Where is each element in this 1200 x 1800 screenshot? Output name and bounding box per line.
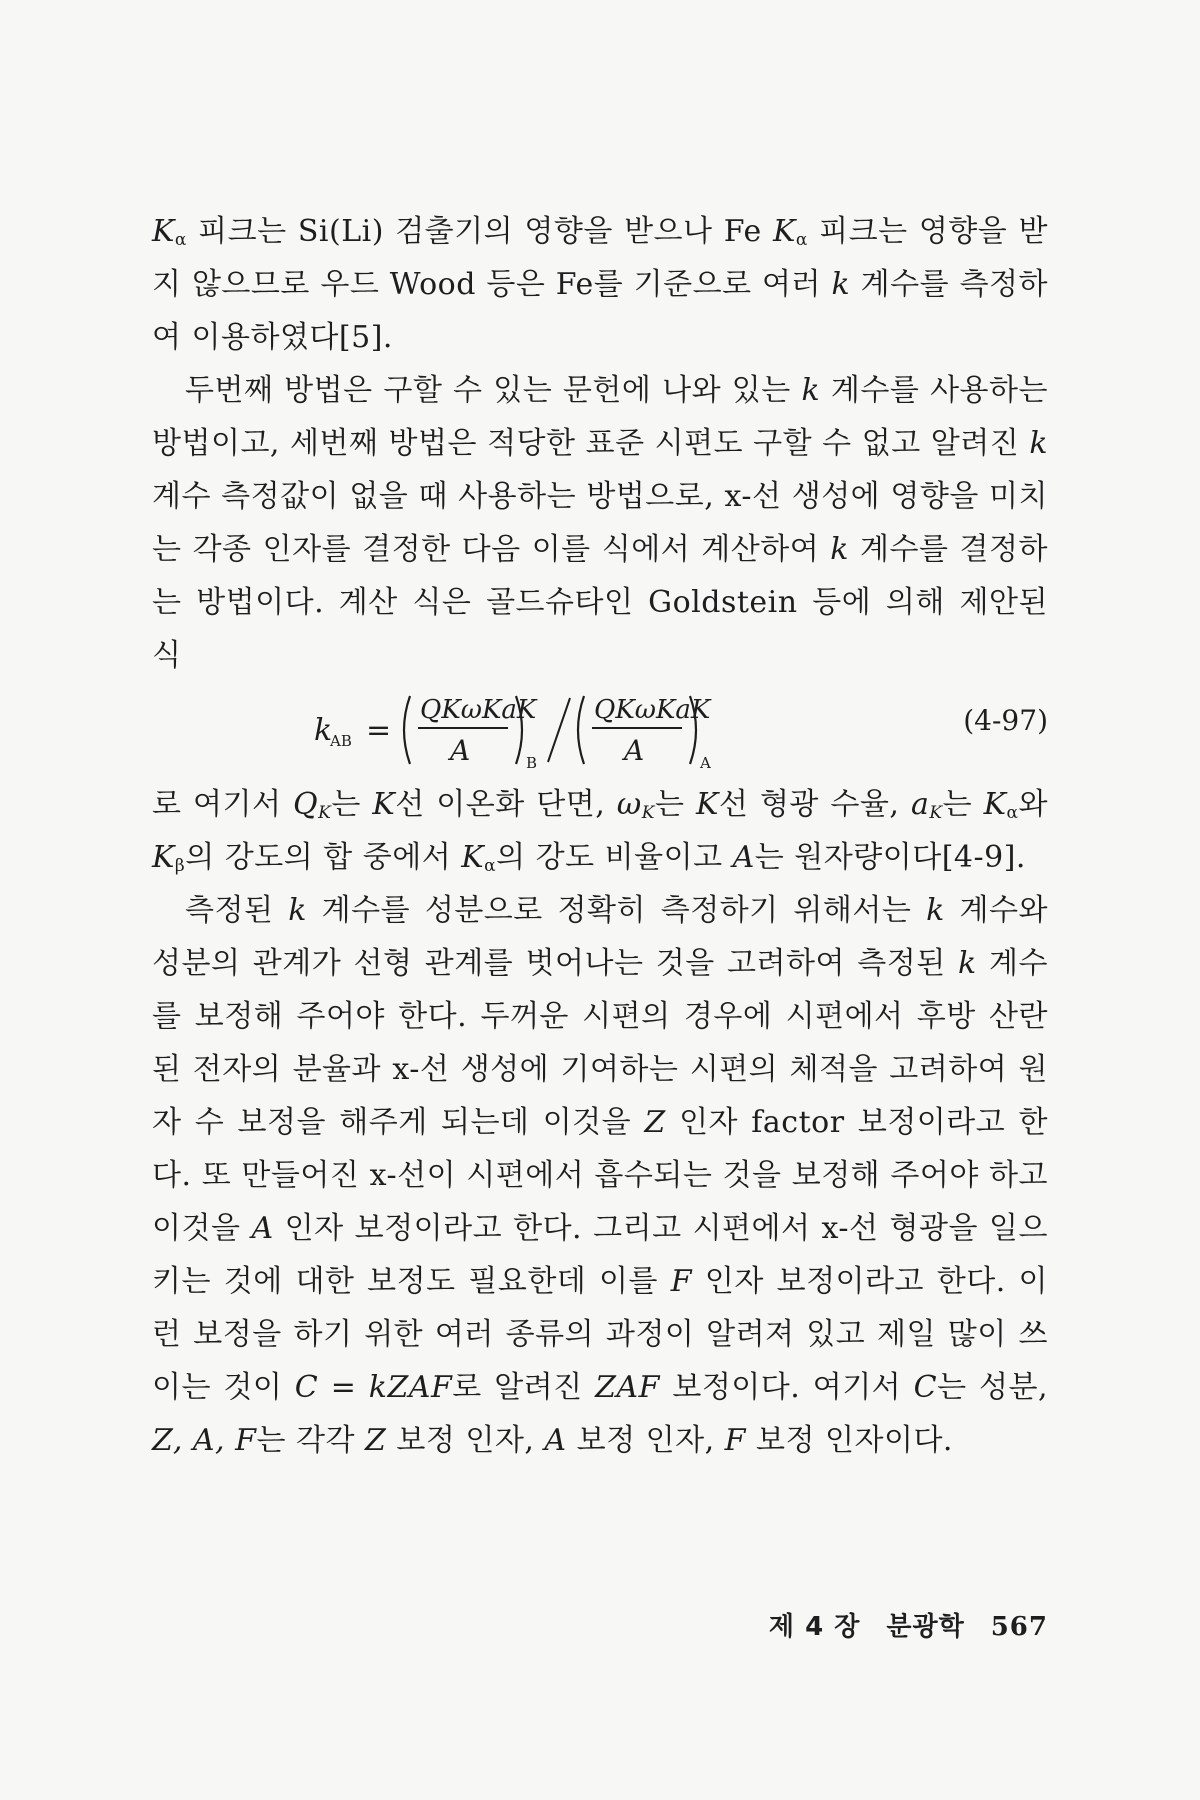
text-run: 계수를 사용하는 방법이고, 세번째 방법은 적당한 표준 시편도 구할 수 없고 알려진 bbox=[152, 373, 1059, 461]
text-run: 계수와 성분의 관계가 선형 관계를 벗어나는 것을 고려하여 측정된 bbox=[152, 893, 1059, 981]
math-symbol: k bbox=[801, 373, 821, 408]
text-run: 의 강도의 합 중에서 bbox=[185, 840, 462, 875]
subscript: β bbox=[174, 856, 186, 876]
subscript: α bbox=[795, 230, 808, 250]
text-run: 보정 인자이다. bbox=[745, 1423, 953, 1458]
text-run: = bbox=[318, 1370, 369, 1405]
text-run: 피크는 영향을 받지 않으므로 우드 Wood 등은 Fe를 기준으로 여러 bbox=[152, 214, 1048, 302]
text-run: 는 bbox=[942, 787, 984, 822]
text-run: 는 성분, bbox=[937, 1370, 1059, 1405]
equation-formula bbox=[152, 682, 932, 778]
subscript: K bbox=[929, 803, 943, 823]
text-run: 보정 인자, bbox=[566, 1423, 725, 1458]
math-symbol: C bbox=[294, 1370, 319, 1405]
math-symbol: F bbox=[724, 1423, 746, 1458]
math-symbol: k bbox=[831, 267, 851, 302]
running-footer bbox=[769, 1606, 1048, 1643]
paragraph bbox=[152, 884, 1059, 1467]
footer-chapter: 제 4 장 bbox=[768, 1612, 861, 1642]
subscript: K bbox=[641, 803, 655, 823]
text-run: 인자 보정이라고 한다. 이런 보정을 하기 위한 여러 종류의 과정이 알려져 있고 제일 많이 쓰이는 것이 bbox=[152, 1264, 1048, 1405]
subscript: α bbox=[484, 856, 497, 876]
text-run: 선 형광 수율, bbox=[718, 787, 911, 822]
equation-lhs-subscript: AB bbox=[330, 732, 352, 750]
math-symbol: F bbox=[670, 1264, 693, 1299]
fraction-numerator-right: QKωKaK bbox=[594, 695, 711, 725]
text-run: 계수를 결정하는 방법이다. 계산 식은 골드슈타인 Goldstein 등에 의해 제안된 식 bbox=[152, 532, 1059, 673]
paren-left-1 bbox=[404, 696, 410, 764]
text-run: 의 강도 비율이고 bbox=[496, 840, 733, 875]
paragraph bbox=[152, 364, 1059, 682]
equation-lhs: k bbox=[314, 713, 333, 748]
paragraph bbox=[152, 205, 1048, 364]
math-symbol: A bbox=[732, 840, 755, 875]
body-text-bottom bbox=[152, 778, 1059, 1467]
math-symbol: a bbox=[910, 787, 930, 822]
text-run: 선 이온화 단면, bbox=[395, 787, 617, 822]
text-run: 계수 측정값이 없을 때 사용하는 방법으로, x-선 생성에 영향을 미치는 각종 인자를 결정한 다음 이를 식에서 계산하여 bbox=[152, 426, 1059, 567]
text-run: 계수를 측정하여 이용하였다[5]. bbox=[152, 267, 1049, 355]
math-symbol: Q bbox=[293, 787, 319, 822]
math-symbol: k bbox=[926, 893, 945, 928]
fraction-denominator-right: A bbox=[624, 734, 645, 767]
subscript-a: A bbox=[700, 754, 711, 772]
equation-number: (4-97) bbox=[963, 704, 1048, 737]
fraction-denominator-left: A bbox=[450, 734, 471, 767]
text-run: 보정이다. 여기서 bbox=[659, 1370, 914, 1405]
fraction-numerator-left: QKωKaK bbox=[420, 695, 537, 725]
text-run: 측정된 bbox=[185, 893, 289, 928]
subscript: α bbox=[1006, 803, 1019, 823]
text-run: 계수를 보정해 주어야 한다. 두꺼운 시편의 경우에 시편에서 후방 산란된 전자의 분율과 x-선 생성에 기여하는 시편의 체적을 고려하여 원자 수 보정을 해주게 되는데 이것을 bbox=[152, 946, 1048, 1140]
text-run: 는 bbox=[331, 787, 373, 822]
subscript-b: B bbox=[526, 754, 538, 772]
math-symbol: K bbox=[152, 214, 175, 249]
math-symbol: A bbox=[544, 1423, 567, 1458]
math-symbol: k bbox=[830, 532, 849, 567]
text-run: 는 원자량이다[4-9]. bbox=[754, 840, 1026, 875]
math-symbol: A bbox=[251, 1211, 274, 1246]
text-run: 보정 인자, bbox=[386, 1423, 545, 1458]
text-run: 계수를 성분으로 정확히 측정하기 위해서는 bbox=[306, 893, 927, 928]
subscript: α bbox=[174, 230, 187, 250]
math-symbol: Z, A, F bbox=[152, 1423, 257, 1458]
body-text-top bbox=[152, 205, 1059, 682]
text-run: 인자 보정이라고 한다. 그리고 시편에서 x-선 형광을 일으키는 것에 대한 보정도 필요한데 이를 bbox=[152, 1211, 1048, 1299]
math-symbol: K bbox=[983, 787, 1007, 822]
text-run: 피크는 Si(Li) 검출기의 영향을 받으나 Fe bbox=[186, 214, 773, 249]
math-symbol: kZAF bbox=[368, 1370, 453, 1405]
text-run: 는 bbox=[654, 787, 696, 822]
equation-equals: = bbox=[366, 713, 392, 748]
text-run: 로 알려진 bbox=[452, 1370, 596, 1405]
math-symbol: ZAF bbox=[595, 1370, 660, 1405]
text-run: 로 여기서 bbox=[152, 787, 293, 822]
math-symbol: k bbox=[288, 893, 307, 928]
math-symbol: Z bbox=[644, 1105, 666, 1140]
math-symbol: K bbox=[372, 787, 396, 822]
math-symbol: k bbox=[958, 946, 977, 981]
page-number: 567 bbox=[990, 1612, 1048, 1642]
paragraph bbox=[152, 778, 1059, 884]
text-run: 두번째 방법은 구할 수 있는 문헌에 나와 있는 bbox=[185, 373, 802, 408]
footer-title: 분광학 bbox=[886, 1612, 965, 1642]
text-run: 와 bbox=[1018, 787, 1059, 822]
math-symbol: C bbox=[913, 1370, 938, 1405]
division-slash bbox=[548, 698, 570, 762]
text-run: 인자 factor 보정이라고 한다. 또 만들어진 x-선이 시편에서 흡수되는 것을 보정해 주어야 하고 이것을 bbox=[152, 1105, 1059, 1246]
text-run: 는 각각 bbox=[256, 1423, 365, 1458]
math-symbol: k bbox=[1029, 426, 1048, 461]
subscript: K bbox=[318, 803, 332, 823]
equation-4-97 bbox=[152, 682, 1048, 778]
math-symbol: Z bbox=[364, 1423, 387, 1458]
math-symbol: ω bbox=[616, 787, 642, 822]
paren-left-2 bbox=[578, 696, 584, 764]
math-symbol: K bbox=[461, 840, 485, 875]
math-symbol: K bbox=[696, 787, 719, 822]
math-symbol: K bbox=[152, 840, 175, 875]
math-symbol: K bbox=[772, 214, 796, 249]
